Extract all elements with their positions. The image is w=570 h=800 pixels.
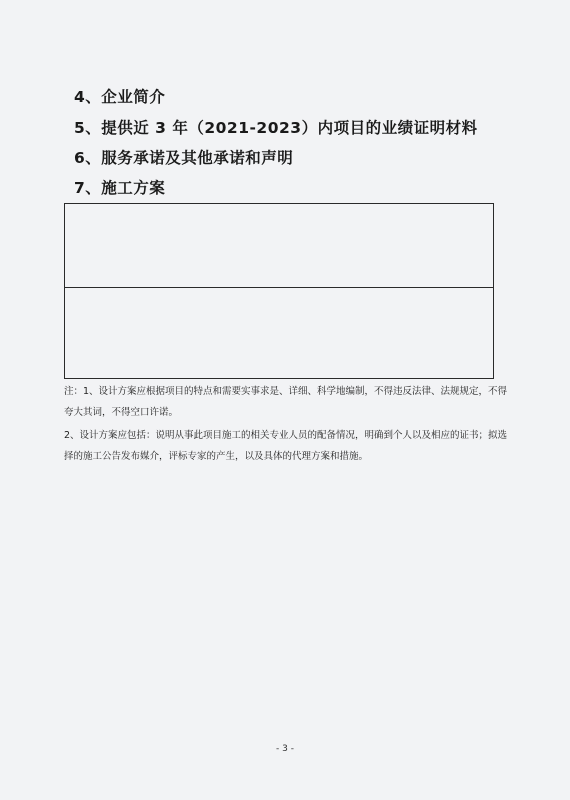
section-heading-service-commitment: 6、服务承诺及其他承诺和声明 (74, 149, 294, 167)
section-heading-construction-plan: 7、施工方案 (74, 179, 166, 197)
section-heading-company-profile: 4、企业简介 (74, 88, 166, 106)
note-1: 注：1、设计方案应根据项目的特点和需要实事求是、详细、科学地编制，不得违反法律、法规规定，不得夸大其词，不得空口许诺。 (64, 386, 508, 418)
section-heading-performance-materials: 5、提供近 3 年（2021-2023）内项目的业绩证明材料 (74, 119, 478, 137)
construction-plan-table (64, 203, 494, 379)
page-number: - 3 - (276, 744, 294, 754)
note-2: 2、设计方案应包括：说明从事此项目施工的相关专业人员的配备情况，明确到个人以及相应的证书；拟选择的施工公告发布媒介，评标专家的产生，以及具体的代理方案和措施。 (64, 430, 508, 462)
table-row-divider (65, 287, 493, 288)
